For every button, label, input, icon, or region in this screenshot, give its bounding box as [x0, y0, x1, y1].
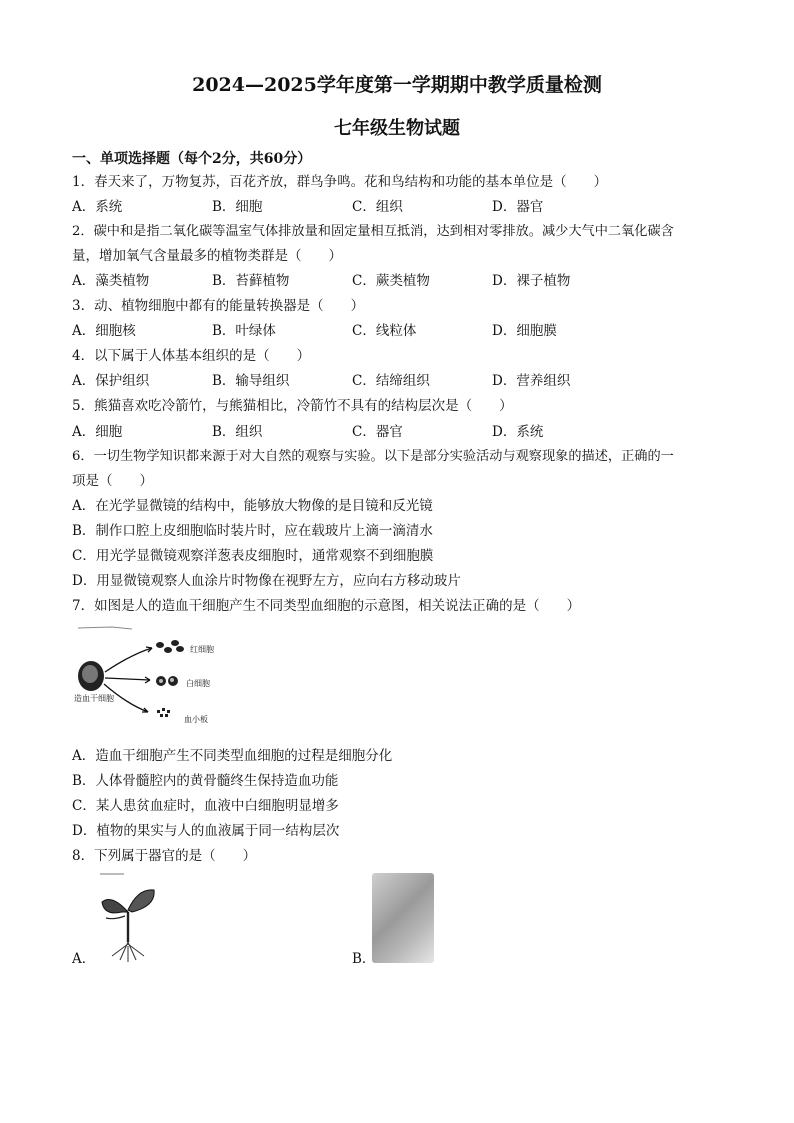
question-6-stem-line2: 项是（ ）: [72, 473, 153, 489]
q4-option-c: C．结缔组织: [352, 373, 430, 389]
q2-option-c: C．蕨类植物: [352, 273, 430, 289]
seedling-svg: [92, 872, 164, 964]
exam-subtitle: 七年级生物试题: [334, 118, 460, 139]
q3-option-a: A．细胞核: [72, 323, 136, 339]
q4-option-d: D．营养组织: [492, 373, 571, 389]
q7-option-b: B．人体骨髓腔内的黄骨髓终生保持造血功能: [72, 773, 339, 789]
q7-option-c: C．某人患贫血症时，血液中白细胞明显增多: [72, 798, 339, 814]
q1-option-c: C．组织: [352, 199, 403, 215]
arrow-to-wbc-icon: [105, 678, 150, 680]
q7-option-a: A．造血干细胞产生不同类型血细胞的过程是细胞分化: [72, 748, 393, 764]
q2-option-b: B．苔藓植物: [212, 273, 290, 289]
question-6-stem-line1: 6．一切生物学知识都来源于对大自然的观察与实验。以下是部分实验活动与观察现象的描述，正确的一: [72, 449, 674, 464]
question-5-stem: 5．熊猫喜欢吃冷箭竹，与熊猫相比，冷箭竹不具有的结构层次是（ ）: [72, 398, 513, 414]
q4-option-a: A．保护组织: [72, 373, 150, 389]
question-4-stem: 4．以下属于人体基本组织的是（ ）: [72, 348, 311, 364]
q8-option-a: A．: [72, 951, 96, 967]
q2-option-d: D．裸子植物: [492, 273, 571, 289]
red-blood-cell-icon: [156, 640, 184, 653]
q4-option-b: B．输导组织: [212, 373, 290, 389]
question-2-stem-line2: 量，增加氧气含量最多的植物类群是（ ）: [72, 248, 342, 264]
question-1-stem: 1．春天来了，万物复苏，百花齐放，群鸟争鸣。花和鸟结构和功能的基本单位是（ ）: [72, 174, 608, 190]
q6-option-a: A．在光学显微镜的结构中，能够放大物像的是目镜和反光镜: [72, 498, 433, 514]
exam-title: 2024—2025学年度第一学期期中教学质量检测: [192, 74, 602, 96]
stem-cell-nucleus-icon: [82, 665, 98, 683]
q5-option-c: C．器官: [352, 424, 403, 440]
question-8-stem: 8．下列属于器官的是（ ）: [72, 848, 257, 864]
seedling-image: [92, 872, 164, 964]
blood-cell-diagram: [72, 624, 242, 732]
arrow-to-rbc-icon: [105, 648, 152, 672]
q3-option-d: D．细胞膜: [492, 323, 557, 339]
section-heading: 一、单项选择题（每个2分，共60分）: [72, 151, 312, 167]
white-blood-cell-icon: [156, 676, 178, 686]
q8-option-b: B．: [352, 951, 376, 967]
q6-option-b: B．制作口腔上皮细胞临时装片时，应在载玻片上滴一滴清水: [72, 523, 433, 539]
blood-cell-diagram-svg: [72, 624, 242, 732]
q2-option-a: A．藻类植物: [72, 273, 150, 289]
q6-option-c: C．用光学显微镜观察洋葱表皮细胞时，通常观察不到细胞膜: [72, 548, 434, 564]
q5-option-d: D．系统: [492, 424, 544, 440]
q6-option-d: D．用显微镜观察人血涂片时物像在视野左方，应向右方移动玻片: [72, 573, 461, 589]
q7-option-d: D．植物的果实与人的血液属于同一结构层次: [72, 823, 340, 839]
label-platelet: 血小板: [184, 715, 208, 724]
label-red-blood-cell: 红细胞: [190, 645, 214, 654]
label-stem-cell: 造血干细胞: [74, 694, 114, 703]
q5-option-a: A．细胞: [72, 424, 123, 440]
label-white-blood-cell: 白细胞: [186, 679, 210, 688]
question-2-stem-line1: 2．碳中和是指二氧化碳等温室气体排放量和固定量相互抵消，达到相对零排放。减少大气中二氧化碳含: [72, 224, 674, 239]
question-3-stem: 3．动、植物细胞中都有的能量转换器是（ ）: [72, 298, 365, 314]
q1-option-d: D．器官: [492, 199, 544, 215]
q1-option-b: B．细胞: [212, 199, 263, 215]
question-7-stem: 7．如图是人的造血干细胞产生不同类型血细胞的示意图，相关说法正确的是（ ）: [72, 598, 581, 614]
q1-option-a: A．系统: [72, 199, 123, 215]
tissue-photo: [372, 873, 434, 963]
platelet-icon: [157, 708, 170, 717]
scan-mark: [78, 627, 132, 629]
q3-option-b: B．叶绿体: [212, 323, 276, 339]
q5-option-b: B．组织: [212, 424, 263, 440]
q3-option-c: C．线粒体: [352, 323, 417, 339]
